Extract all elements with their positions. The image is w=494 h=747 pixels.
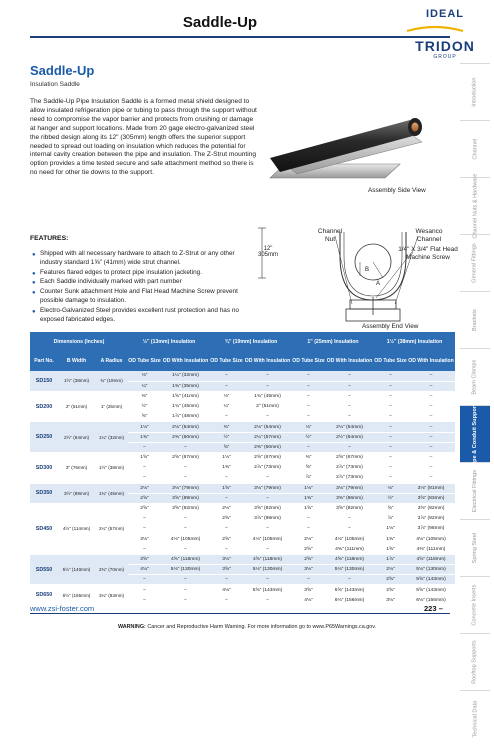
od-tube-cell: 3⅛" [128,534,161,544]
length-dimension: 12" 305mm [258,246,279,258]
od-insulation-cell: 6⅛" (156mm) [325,595,374,605]
col-header-od: OD Tube Size [210,351,243,371]
od-insulation-cell: 3⅛" (81mm) [407,483,455,493]
od-insulation-cell: 1¾" (45mm) [161,402,210,412]
od-insulation-cell: 4⅛" (105mm) [243,534,292,544]
od-tube-cell: – [128,473,161,483]
width-cell: 1½" (38mm) [58,371,95,391]
product-subheading: Insulation Saddle [30,81,80,88]
od-insulation-cell: 3⅛" (79mm) [161,483,210,493]
width-cell: 4½" (114mm) [58,503,95,554]
prop65-warning: WARNING: Cancer and Reproductive Harm Warning. For more information go to www.P65Warnings.ca.gov. [117,624,377,630]
od-insulation-cell: 5⅝" (143mm) [243,585,292,595]
od-insulation-cell: 1⅝" (41mm) [161,391,210,401]
od-insulation-cell: – [407,422,455,432]
section-tab[interactable]: Beam Clamps [460,348,490,405]
od-tube-cell: 2⅝" [128,503,161,513]
product-description: The Saddle-Up Pipe Insulation Saddle is a formed metal shield designed to allow insulated refrigeration pipe or tubing to pass through the support without need to compromise the vapor barrier and protects from crushing or damage at hanger and support locations. Made from 20 gage electro-galvanized steel the ribbed design along its 12" (305mm) length offers the superior support needed to spread out loading on insulation which reduces the potential for internal cavity creation between the pipe and insulation. The Z-Strut mounting option provides a time tested secure and safe attachment method so there is no need for other tie downs to the support. [30,98,257,177]
table-row [30,503,455,513]
od-insulation-cell: – [243,595,292,605]
od-tube-cell: – [210,381,243,391]
od-tube-cell: – [374,453,407,463]
od-insulation-cell: 2⅜" (60mm) [243,442,292,452]
od-insulation-cell: – [407,381,455,391]
od-insulation-cell: – [161,575,210,585]
od-tube-cell: ⅜" [128,391,161,401]
table-row [30,554,455,564]
od-insulation-cell: – [243,412,292,422]
od-insulation-cell: 2⅛" (54mm) [325,422,374,432]
od-insulation-cell: – [161,514,210,524]
od-tube-cell: 1⅛" [374,524,407,534]
section-tab[interactable]: General Fittings [460,234,490,291]
od-insulation-cell: – [325,514,374,524]
width-cell: 2½" (64mm) [58,422,95,453]
od-insulation-cell: 4⅛" (105mm) [161,534,210,544]
feature-item: ● Counter Sunk attachment Hole and Flat Head Machine Screw prevent possible damage to insulation. [32,288,238,304]
od-tube-cell: 2⅝" [292,544,325,554]
od-tube-cell: ⅝" [210,442,243,452]
od-tube-cell: 1⅝" [128,453,161,463]
od-insulation-cell: 2⅝" (67mm) [243,453,292,463]
bullet-icon: ● [32,290,36,297]
od-tube-cell: 4⅛" [292,595,325,605]
od-insulation-cell: – [407,391,455,401]
od-tube-cell: – [128,442,161,452]
od-tube-cell: – [374,412,407,422]
col-header-od: OD Tube Size [292,351,325,371]
col-header-odw: OD With Insulation [407,351,455,371]
od-tube-cell: 2⅝" [292,554,325,564]
end-view-caption: Assembly End View [362,323,419,330]
od-insulation-cell: – [325,442,374,452]
od-tube-cell: ¼" [210,402,243,412]
od-tube-cell: ⅝" [292,463,325,473]
od-insulation-cell: – [161,524,210,534]
width-cell: 5½" (140mm) [58,554,95,585]
od-tube-cell: 2⅝" [210,534,243,544]
od-tube-cell: – [128,514,161,524]
od-insulation-cell: – [407,453,455,463]
od-tube-cell: ⅞" [374,514,407,524]
od-tube-cell: – [128,463,161,473]
od-tube-cell: – [374,402,407,412]
od-tube-cell: 2⅝" [374,575,407,585]
od-tube-cell: – [210,412,243,422]
od-insulation-cell: 1¼" (32mm) [161,371,210,381]
od-tube-cell: – [128,524,161,534]
od-insulation-cell: – [243,544,292,554]
product-heading: Saddle-Up [30,63,95,78]
od-tube-cell: – [292,442,325,452]
page-number: 223 – [424,604,443,613]
od-insulation-cell: 4⅜" (111mm) [325,544,374,554]
od-tube-cell: 1⅛" [128,422,161,432]
od-insulation-cell: – [161,473,210,483]
od-tube-cell: 2⅝" [128,493,161,503]
bullet-icon: ● [32,280,36,287]
group-header: 1" (25mm) Insulation [292,332,374,351]
table-row [30,422,455,432]
od-tube-cell: – [292,514,325,524]
wesanco-channel-label: Wesanco Channel [415,228,443,243]
od-tube-cell: 3⅝" [292,585,325,595]
radius-cell: 2¾" (70mm) [95,554,128,585]
od-tube-cell: – [210,524,243,534]
radius-cell: 1" (25mm) [95,391,128,422]
od-tube-cell: 2⅛" [210,503,243,513]
od-insulation-cell: 2⅜" (60mm) [161,432,210,442]
od-tube-cell: – [210,473,243,483]
dimensions-table-body [30,371,455,605]
group-header: 1½" (38mm) Insulation [374,332,455,351]
od-tube-cell: – [128,544,161,554]
page-title: Saddle-Up [182,14,258,31]
od-tube-cell: ⅛" [374,483,407,493]
features-list [30,250,255,325]
od-insulation-cell: 1¾" (45mm) [243,391,292,401]
od-insulation-cell: 2⅞" (73mm) [325,463,374,473]
od-insulation-cell: 2" (51mm) [243,402,292,412]
section-tab[interactable]: Rooftop Supports [460,633,490,690]
od-insulation-cell: 2⅛" (54mm) [243,422,292,432]
part-number-cell: SD450 [30,503,58,554]
od-insulation-cell: 4⅝" (118mm) [161,554,210,564]
od-insulation-cell: 2⅞" (73mm) [325,473,374,483]
radius-cell: 1¼" (32mm) [95,422,128,453]
od-insulation-cell: – [407,412,455,422]
od-tube-cell: 1⅜" [128,432,161,442]
section-tab[interactable]: Technical Data [460,690,490,747]
part-number-cell: SD150 [30,371,58,391]
group-header: ½" (13mm) Insulation [128,332,210,351]
logo-line-tridon: TRIDON [415,38,475,54]
od-insulation-cell: 3⅝" (92mm) [325,503,374,513]
part-number-cell: SD650 [30,585,58,605]
od-insulation-cell: 3⅛" (79mm) [325,483,374,493]
od-insulation-cell: – [243,493,292,503]
od-insulation-cell: – [161,463,210,473]
od-tube-cell: 2⅝" [374,585,407,595]
part-number-cell: SD200 [30,391,58,422]
od-tube-cell: – [210,493,243,503]
od-tube-cell: – [292,575,325,585]
col-header-od: OD Tube Size [128,351,161,371]
assembly-end-view-illustration [250,200,460,330]
od-tube-cell: – [374,422,407,432]
bullet-icon: ● [32,252,36,258]
section-tab[interactable]: Brackets [460,291,490,348]
od-tube-cell: ⅛" [292,422,325,432]
radius-cell: ¾" (19mm) [95,371,128,391]
od-tube-cell: ½" [292,432,325,442]
width-cell: 3" (76mm) [58,453,95,484]
od-insulation-cell: – [407,473,455,483]
website-link[interactable]: www.zsi-foster.com [30,604,95,613]
od-insulation-cell: 3⅞" (98mm) [243,514,292,524]
od-insulation-cell: 2⅝" (67mm) [161,453,210,463]
od-insulation-cell: 4⅝" (118mm) [325,554,374,564]
od-insulation-cell: 2⅞" (73mm) [243,463,292,473]
radius-a-label: A [376,281,381,287]
part-number-cell: SD350 [30,483,58,503]
od-insulation-cell: – [243,381,292,391]
od-tube-cell: 1⅝" [210,483,243,493]
radius-cell: 1¾" (45mm) [95,483,128,503]
dimensions-table [30,332,455,606]
od-tube-cell: 2⅛" [374,565,407,575]
od-tube-cell: – [210,595,243,605]
od-tube-cell: – [210,544,243,554]
od-tube-cell: 2⅛" [128,483,161,493]
od-insulation-cell: 5⅛" (130mm) [325,565,374,575]
table-row [30,483,455,493]
od-tube-cell: – [374,381,407,391]
od-insulation-cell: 1⅞" (48mm) [161,412,210,422]
od-insulation-cell: – [243,371,292,381]
od-tube-cell: 2⅛" [292,534,325,544]
od-insulation-cell: – [325,524,374,534]
section-tab[interactable]: Channel Nuts & Hardware [460,177,490,234]
od-tube-cell: – [128,585,161,595]
od-tube-cell: 1⅛" [210,453,243,463]
od-insulation-cell: 4⅜" (111mm) [407,544,455,554]
od-tube-cell: ⅜" [292,453,325,463]
section-tab[interactable]: Spring Steel [460,519,490,576]
radius-cell: 3¼" (83mm) [95,585,128,605]
od-tube-cell: 1⅛" [292,483,325,493]
od-insulation-cell: – [325,381,374,391]
feature-item: ● Each Saddle individually marked with part number [32,278,182,287]
od-tube-cell: – [292,391,325,401]
logo-line-group: GROUP [433,54,457,60]
od-insulation-cell: 2⅝" (67mm) [325,453,374,463]
od-tube-cell: ⅞" [292,473,325,483]
col-header-odw: OD With Insulation [243,351,292,371]
od-insulation-cell: – [407,371,455,381]
od-insulation-cell: 6⅛" (156mm) [407,595,455,605]
table-row [30,585,455,595]
od-tube-cell: 1⅞" [374,554,407,564]
od-insulation-cell: 4⅝" (118mm) [407,554,455,564]
feature-item: ● Electro-Galvanized Steel provides excellent rust protection and has no exposed fabricated edges. [32,306,239,323]
od-insulation-cell: 3⅝" (89mm) [161,493,210,503]
od-insulation-cell: 5⅝" (143mm) [407,575,455,585]
od-tube-cell: 3⅛" [210,554,243,564]
radius-cell: 2¼" (57mm) [95,503,128,554]
od-tube-cell: – [128,595,161,605]
od-tube-cell: ½" [128,402,161,412]
od-insulation-cell: 2¼" (57mm) [243,432,292,442]
od-tube-cell: ¼" [128,381,161,391]
logo-swoosh-icon [405,25,465,33]
col-header-a: A Radius [95,351,128,371]
od-insulation-cell: – [407,432,455,442]
od-tube-cell: 1⅜" [210,463,243,473]
od-tube-cell: 4⅛" [128,565,161,575]
od-tube-cell: – [374,391,407,401]
od-insulation-cell: 3⅝" (92mm) [407,503,455,513]
od-insulation-cell: – [325,391,374,401]
feature-item: ● Features flared edges to protect pipe insulation jacketing. [32,268,202,277]
section-tabs [460,63,490,747]
od-insulation-cell: – [325,402,374,412]
od-insulation-cell: – [407,442,455,452]
group-header: ¾" (19mm) Insulation [210,332,292,351]
od-insulation-cell: 3⅝" (83mm) [407,493,455,503]
od-tube-cell: ⅜" [210,422,243,432]
od-insulation-cell: 5⅛" (130mm) [161,565,210,575]
od-tube-cell: – [210,575,243,585]
od-insulation-cell: 3⅛" (79mm) [243,483,292,493]
od-tube-cell: ½" [374,493,407,503]
od-tube-cell: – [292,412,325,422]
screw-label: 1/4" X 3/4" Flat Head Machine Screw [398,246,458,261]
section-tab[interactable]: Channel [460,120,490,177]
od-insulation-cell: – [243,473,292,483]
od-insulation-cell: 3⅞" (92mm) [407,514,455,524]
od-insulation-cell: – [325,371,374,381]
width-b-label: B [365,267,370,273]
section-tab[interactable]: Introduction [460,63,490,120]
od-insulation-cell: 3⅜" (86mm) [325,493,374,503]
od-insulation-cell: – [161,595,210,605]
od-tube-cell: – [292,524,325,534]
od-tube-cell: ½" [210,432,243,442]
od-tube-cell: 2⅝" [210,514,243,524]
part-number-cell: SD300 [30,453,58,484]
part-number-cell: SD250 [30,422,58,453]
od-insulation-cell: 1⅜" (35mm) [161,381,210,391]
feature-item: ● Shipped with all necessary hardware to attach to Z-Strut or any other industry standard 1⅝" (41mm) wide strut channel. [32,250,235,266]
od-tube-cell: – [374,442,407,452]
od-insulation-cell: 4⅛" (105mm) [325,534,374,544]
od-tube-cell: 4⅛" [210,585,243,595]
dimensions-header: Dimensions (Inches) [30,332,128,351]
section-tab[interactable]: Pipe & Conduit Supports [460,405,490,462]
od-tube-cell: – [292,381,325,391]
radius-cell: 1½" (38mm) [95,453,128,484]
col-header-odw: OD With Insulation [161,351,210,371]
od-tube-cell: 1⅝" [374,544,407,554]
od-tube-cell: 1⅜" [292,493,325,503]
bullet-icon: ● [32,308,36,315]
section-tab[interactable]: Concrete Inserts [460,576,490,633]
od-insulation-cell: – [325,575,374,585]
width-cell: 6½" (165mm) [58,585,95,605]
od-insulation-cell: 4⅛" (105mm) [407,534,455,544]
side-view-caption: Assembly Side View [368,187,426,194]
od-tube-cell: ⅛" [128,371,161,381]
od-tube-cell: – [374,432,407,442]
od-tube-cell: 3⅝" [128,554,161,564]
od-tube-cell: ⅛" [210,391,243,401]
od-tube-cell: 3⅝" [210,565,243,575]
od-insulation-cell: 5⅛" (130mm) [407,565,455,575]
col-header-b: B Width [58,351,95,371]
od-insulation-cell: 2½" (64mm) [325,432,374,442]
od-insulation-cell: – [161,585,210,595]
od-insulation-cell: – [243,575,292,585]
od-insulation-cell: – [161,544,210,554]
col-header-od: OD Tube Size [374,351,407,371]
od-tube-cell: – [374,371,407,381]
features-heading: FEATURES: [30,235,69,242]
od-insulation-cell: 4⅝" (118mm) [243,554,292,564]
col-header-part: Part No. [30,351,58,371]
od-insulation-cell: 5⅝" (143mm) [325,585,374,595]
company-logo [405,8,485,60]
od-tube-cell: – [374,473,407,483]
width-cell: 2" (51mm) [58,391,95,422]
col-header-odw: OD With Insulation [325,351,374,371]
od-tube-cell: ⅝" [128,412,161,422]
table-row [30,371,455,381]
od-insulation-cell: 5⅝" (143mm) [407,585,455,595]
od-tube-cell: – [210,371,243,381]
od-tube-cell: – [374,463,407,473]
od-insulation-cell: 2⅛" (54mm) [161,422,210,432]
table-row [30,453,455,463]
od-insulation-cell: 5⅛" (130mm) [243,565,292,575]
od-tube-cell: 1⅝" [292,503,325,513]
od-insulation-cell: – [407,463,455,473]
od-tube-cell: – [292,402,325,412]
od-insulation-cell: 3⅝" (92mm) [161,503,210,513]
od-tube-cell: 3⅛" [374,595,407,605]
width-cell: 3½" (89mm) [58,483,95,503]
od-tube-cell: ⅝" [374,503,407,513]
od-tube-cell: – [292,371,325,381]
footer-rule [30,613,450,614]
od-insulation-cell: – [407,402,455,412]
od-insulation-cell: – [161,442,210,452]
logo-line-ideal: IDEAL [426,8,464,20]
part-number-cell: SD550 [30,554,58,585]
od-insulation-cell: – [325,412,374,422]
title-rule [30,36,450,38]
od-tube-cell: 3⅛" [292,565,325,575]
od-insulation-cell: – [243,524,292,534]
table-row [30,391,455,401]
od-insulation-cell: 3⅞" (98mm) [407,524,455,534]
section-tab[interactable]: Electrical Fittings [460,462,490,519]
od-insulation-cell: 3⅝" (92mm) [243,503,292,513]
bullet-icon: ● [32,270,36,277]
channel-nut-label: Channel Nut [317,228,343,243]
od-tube-cell: – [128,575,161,585]
assembly-side-view-illustration [260,100,430,190]
od-tube-cell: 1⅜" [374,534,407,544]
